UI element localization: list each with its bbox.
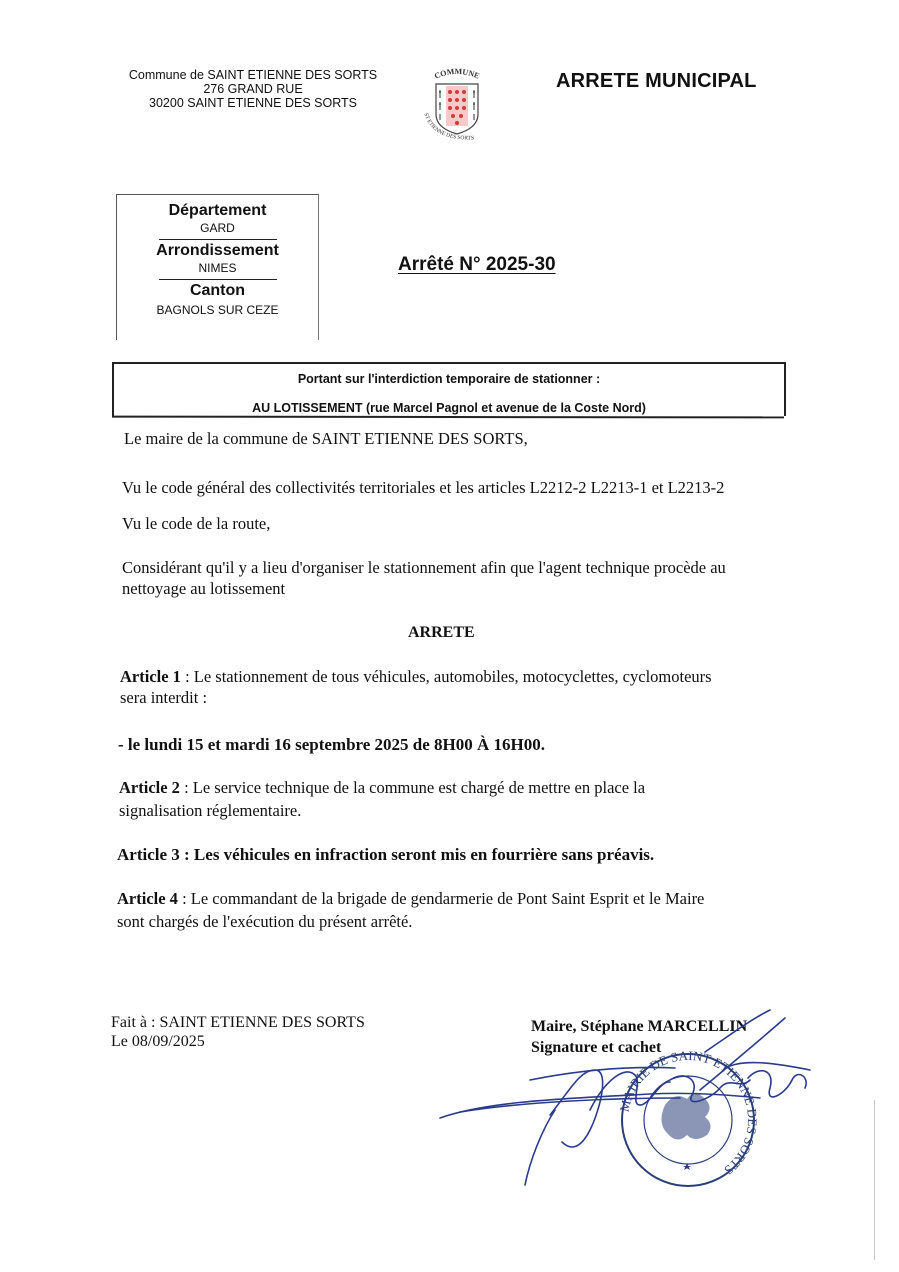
article-2-line-1 xyxy=(119,778,645,797)
commune-name: Commune de SAINT ETIENNE DES SORTS xyxy=(128,68,378,82)
article-1-label: Article 1 xyxy=(120,667,181,686)
article-4-line-1 xyxy=(117,889,704,908)
vu-legal-code-paragraph: Vu le code général des collectivités territoriales et les articles L2212-2 L2213-1 et L2213-2 xyxy=(122,478,725,497)
considerant-line-2: nettoyage au lotissement xyxy=(122,579,286,598)
seal-bottom-text: ST ETIENNE DES SORTS xyxy=(422,112,475,142)
separator-line xyxy=(159,279,277,280)
departement-label: Département xyxy=(168,202,267,219)
arrete-heading: ARRETE xyxy=(408,624,475,641)
document-type-title: ARRETE MUNICIPAL xyxy=(556,70,757,92)
seal-commune-text: COMMUNE xyxy=(433,66,481,81)
commune-address xyxy=(120,68,386,110)
subject-box-bottom-border xyxy=(112,416,784,419)
place: Fait à : SAINT ETIENNE DES SORTS xyxy=(111,1014,365,1031)
article-4-line-2: sont chargés de l'exécution du présent arrêté. xyxy=(117,912,413,931)
signature-label: Signature et cachet xyxy=(531,1039,662,1056)
signature-and-stamp xyxy=(430,970,820,1195)
departement-value: GARD xyxy=(200,221,235,235)
commune-city: 30200 SAINT ETIENNE DES SORTS xyxy=(149,96,357,110)
article-2-label: Article 2 xyxy=(119,778,180,797)
coat-of-arms-seal xyxy=(412,62,502,146)
article-1-line-1 xyxy=(120,667,712,686)
official-stamp xyxy=(616,1048,760,1186)
article-4-text: : Le commandant de la brigade de gendarmerie de Pont Saint Esprit et le Maire xyxy=(177,889,705,908)
article-2-line-2: signalisation réglementaire. xyxy=(119,801,302,820)
svg-text:COMMUNE xyxy=(433,67,481,81)
considerant-line-1: Considérant qu'il y a lieu d'organiser le stationnement afin que l'agent technique procède au xyxy=(122,558,726,577)
intro-paragraph: Le maire de la commune de SAINT ETIENNE DES SORTS, xyxy=(124,429,528,448)
subject-box xyxy=(112,362,786,416)
scan-edge-line xyxy=(874,1100,875,1260)
canton-label: Canton xyxy=(189,282,246,299)
separator-line xyxy=(159,239,277,240)
article-3: Article 3 : Les véhicules en infraction seront mis en fourrière sans préavis. xyxy=(117,845,655,864)
subject-line-1: Portant sur l'interdiction temporaire de stationner : xyxy=(297,372,601,386)
administrative-info-box xyxy=(116,194,319,340)
arrondissement-label: Arrondissement xyxy=(156,242,279,259)
commune-street: 276 GRAND RUE xyxy=(203,82,303,96)
article-2-text: : Le service technique de la commune est chargé de mettre en place la xyxy=(179,778,646,797)
prohibition-dates: - le lundi 15 et mardi 16 septembre 2025 de 8H00 À 16H00. xyxy=(118,735,546,754)
subject-line-2: AU LOTISSEMENT (rue Marcel Pagnol et avenue de la Coste Nord) xyxy=(252,401,646,415)
signatory-name: Maire, Stéphane MARCELLIN xyxy=(531,1018,748,1035)
vu-road-code-paragraph: Vu le code de la route, xyxy=(122,514,271,533)
article-4-label: Article 4 xyxy=(117,889,178,908)
date: Le 08/09/2025 xyxy=(111,1033,205,1050)
canton-value: BAGNOLS SUR CEZE xyxy=(156,303,279,317)
article-1-line-2: sera interdit : xyxy=(120,688,208,707)
article-1-text: : Le stationnement de tous véhicules, automobiles, motocyclettes, cyclomoteurs xyxy=(180,667,712,686)
place-and-date xyxy=(111,1013,365,1051)
arrondissement-value: NIMES xyxy=(198,261,237,275)
stamp-text: MAIRIE DE SAINT ETIENNE DES SORTS xyxy=(616,1047,761,1178)
decree-number: Arrêté N° 2025-30 xyxy=(398,254,556,275)
